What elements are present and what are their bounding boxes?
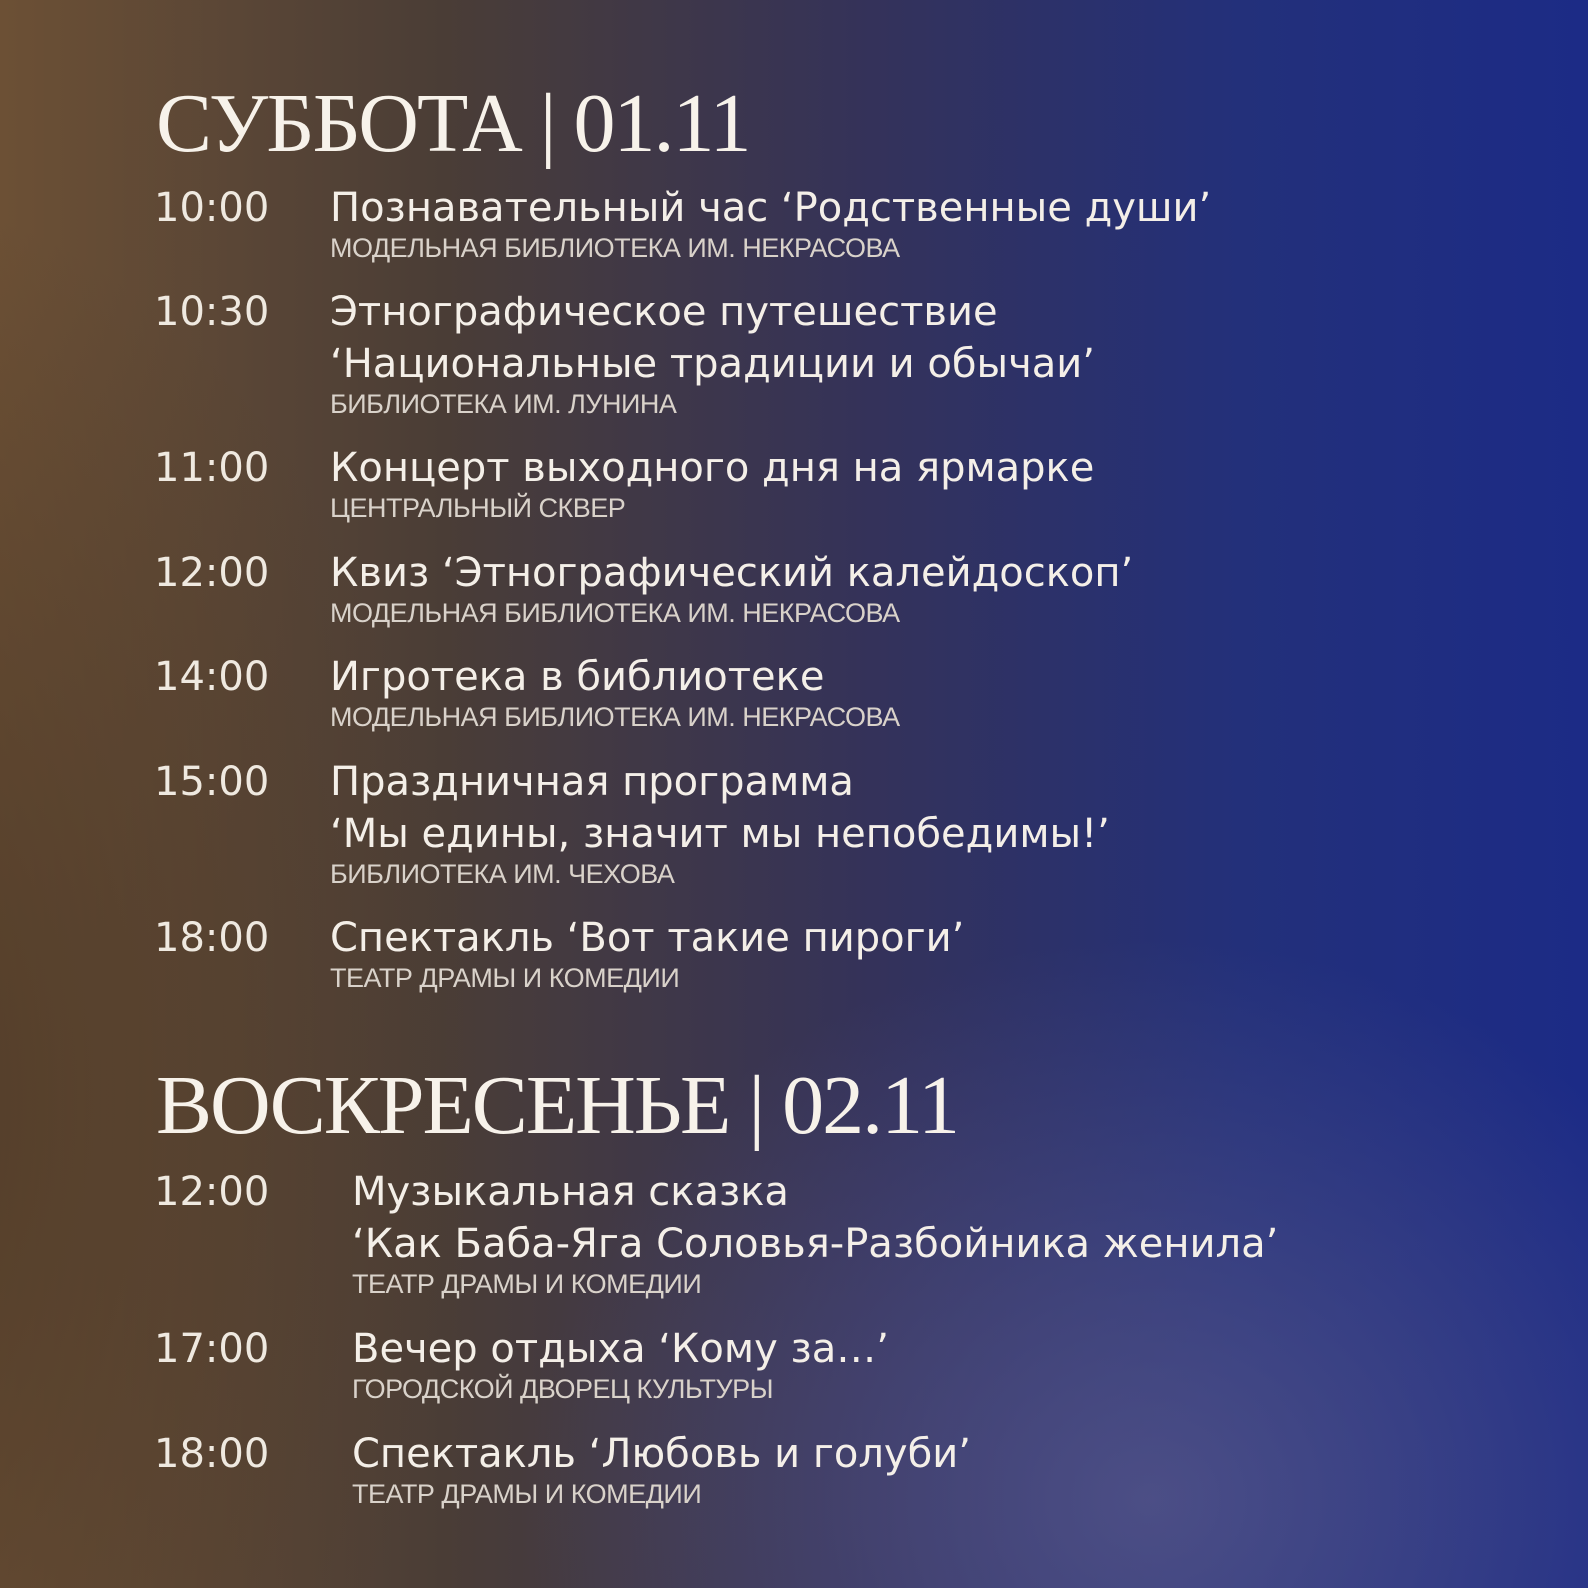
event-title: Спектакль ‘Вот такие пироги’ [330,915,965,961]
event-title: Квиз ‘Этнографический калейдоскоп’ [330,550,1134,596]
event-time: 18:00 [154,1431,270,1477]
event-time: 10:30 [154,289,270,335]
event-title: Спектакль ‘Любовь и голуби’ [352,1431,971,1477]
event-location: БИБЛИОТЕКА ИМ. ЧЕХОВА [330,859,675,889]
event-location: МОДЕЛЬНАЯ БИБЛИОТЕКА ИМ. НЕКРАСОВА [330,598,900,628]
event-location: МОДЕЛЬНАЯ БИБЛИОТЕКА ИМ. НЕКРАСОВА [330,702,900,732]
event-title: Познавательный час ‘Родственные души’ [330,185,1212,231]
event-location: БИБЛИОТЕКА ИМ. ЛУНИНА [330,389,677,419]
event-title-line-2: ‘Национальные традиции и обычаи’ [330,341,1095,387]
event-location: ТЕАТР ДРАМЫ И КОМЕДИИ [330,963,680,993]
event-location: МОДЕЛЬНАЯ БИБЛИОТЕКА ИМ. НЕКРАСОВА [330,233,900,263]
event-location: ГОРОДСКОЙ ДВОРЕЦ КУЛЬТУРЫ [352,1374,774,1404]
event-time: 15:00 [154,759,270,805]
event-location: ЦЕНТРАЛЬНЫЙ СКВЕР [330,493,626,523]
event-title: Вечер отдыха ‘Кому за…’ [352,1326,889,1372]
event-time: 18:00 [154,915,270,961]
event-time: 14:00 [154,654,270,700]
event-time: 17:00 [154,1326,270,1372]
event-title-line-2: ‘Как Баба-Яга Соловья-Разбойника женила’ [352,1221,1279,1267]
event-title: Музыкальная сказка [352,1169,789,1215]
event-time: 12:00 [154,550,270,596]
event-title: Праздничная программа [330,759,854,805]
event-time: 10:00 [154,185,270,231]
event-time: 12:00 [154,1169,270,1215]
saturday-title: СУББОТА | 01.11 [156,77,750,170]
event-title: Игротека в библиотеке [330,654,825,700]
event-title: Этнографическое путешествие [330,289,998,335]
sunday-title: ВОСКРЕСЕНЬЕ | 02.11 [156,1059,959,1152]
event-title: Концерт выходного дня на ярмарке [330,445,1095,491]
event-location: ТЕАТР ДРАМЫ И КОМЕДИИ [352,1479,702,1509]
event-time: 11:00 [154,445,270,491]
event-title-line-2: ‘Мы едины, значит мы непобедимы!’ [330,811,1110,857]
event-location: ТЕАТР ДРАМЫ И КОМЕДИИ [352,1269,702,1299]
